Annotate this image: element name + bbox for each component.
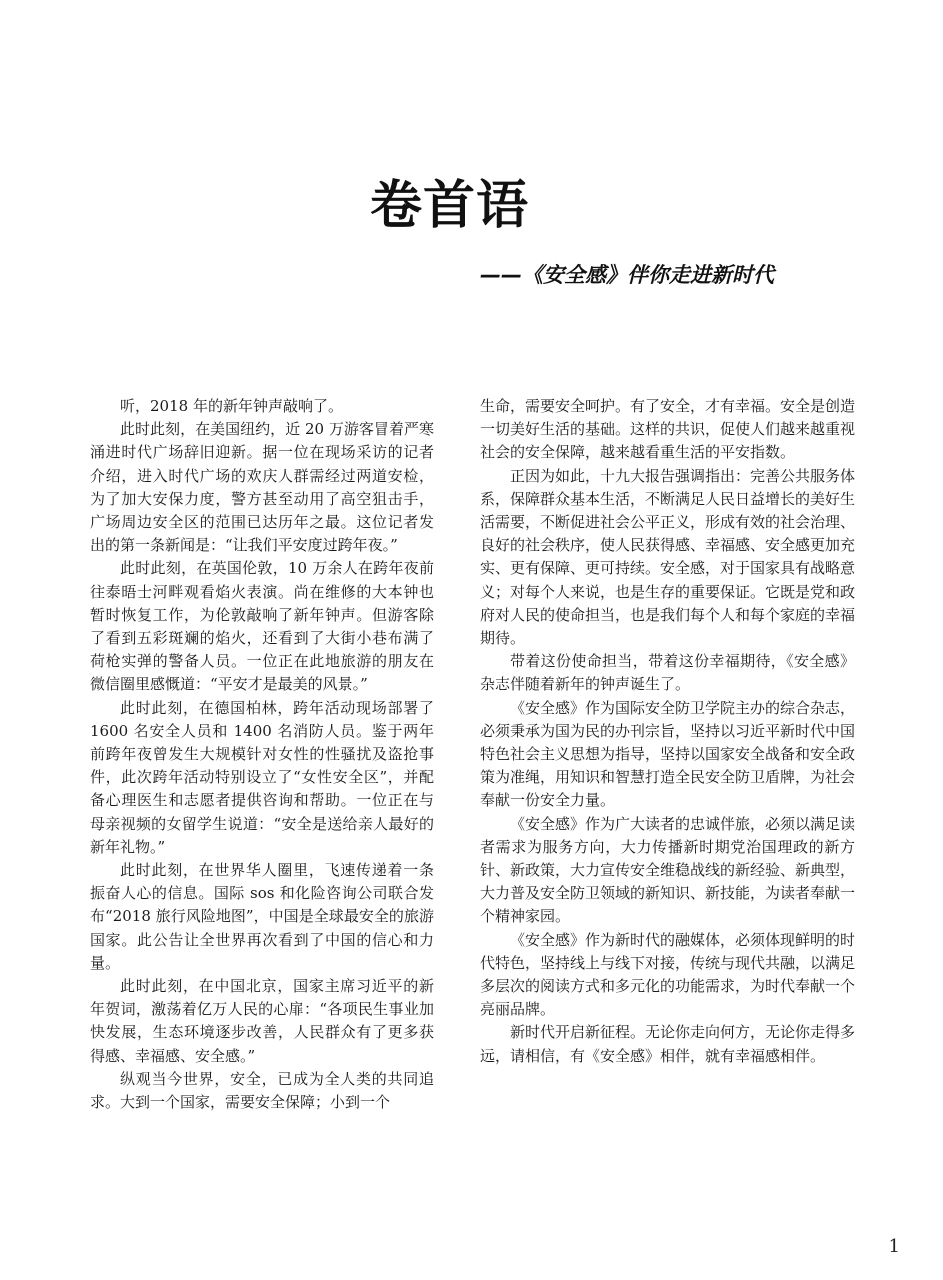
article-column-left [90, 395, 434, 1114]
paragraph: 纵观当今世界，安全，已成为全人类的共同追求。大到一个国家，需要安全保障；小到一个 [90, 1069, 434, 1112]
paragraph: 《安全感》作为广大读者的忠诚伴旅，必须以满足读者需求为服务方向，大力传播新时期党治国理政的新方针、新政策，大力宣传安全维稳战线的新经验、新典型，大力普及安全防卫领域的新知识、新技能，为读者奉献一个精神家园。 [480, 814, 856, 926]
paragraph: 《安全感》作为国际安全防卫学院主办的综合杂志，必须秉承为国为民的办刊宗旨，坚持以习近平新时代中国特色社会主义思想为指导，坚持以国家安全战备和安全政策为准绳，用知识和智慧打造全民安全防卫盾牌，为社会奉献一份安全力量。 [480, 698, 856, 810]
paragraph-continuation: 生命，需要安全呵护。有了安全，才有幸福。安全是创造一切美好生活的基础。这样的共识，促使人们越来越重视社会的安全保障，越来越看重生活的平安指数。 [480, 397, 856, 462]
paragraph: 带着这份使命担当，带着这份幸福期待，《安全感》杂志伴随着新年的钟声诞生了。 [480, 652, 855, 694]
paragraph: 此时此刻，在英国伦敦，10 万余人在跨年夜前往泰晤士河畔观看焰火表演。尚在维修的大本钟也暂时恢复工作，为伦敦敲响了新年钟声。但游客除了看到五彩斑斓的焰火，还看到了大街小巷布满了荷枪实弹的警备人员。一位正在此地旅游的朋友在微信圈里感慨道：“平安才是最美的风景。” [90, 559, 434, 694]
paragraph: 正因为如此，十九大报告强调指出：完善公共服务体系，保障群众基本生活，不断满足人民日益增长的美好生活需要，不断促进社会公平正义，形成有效的社会治理、良好的社会秩序，使人民获得感、幸福感、安全感更加充实、更有保障、更可持续。安全感，对于国家具有战略意义；对每个人来说，也是生存的重要保证。它既是党和政府对人民的使命担当，也是我们每个人和每个家庭的幸福期待。 [480, 466, 856, 648]
article-column-right [480, 395, 855, 1068]
paragraph: 此时此刻，在世界华人圈里，飞速传递着一条振奋人心的信息。国际 sos 和化险咨询公司联合发布“2018 旅行风险地图”，中国是全球最安全的旅游国家。此公告让全世界再次看到了中国的信心和力量。 [90, 861, 434, 972]
page-number: 1 [888, 1236, 900, 1257]
paragraph: 听，2018 年的新年钟声敲响了。 [120, 397, 343, 415]
paragraph: 新时代开启新征程。无论你走向何方，无论你走得多远，请相信，有《安全感》相伴，就有幸福感相伴。 [480, 1023, 856, 1065]
paragraph: 《安全感》作为新时代的融媒体，必须体现鲜明的时代特色，坚持线上与线下对接，传统与现代共融，以满足多层次的阅读方式和多元化的功能需求，为时代奉献一个亮丽品牌。 [480, 930, 856, 1019]
paragraph: 此时此刻，在德国柏林，跨年活动现场部署了 1600 名安全人员和 1400 名消防人员。鉴于两年前跨年夜曾发生大规模针对女性的性骚扰及盗抢事件，此次跨年活动特别设立了“女性安全区”，并配备心理医生和志愿者提供咨询和帮助。一位正在与母亲视频的女留学生说道：“安全是送给亲人最好的新年礼物。” [90, 698, 434, 856]
paragraph: 此时此刻，在中国北京，国家主席习近平的新年贺词，激荡着亿万人民的心扉：“各项民生事业加快发展，生态环境逐步改善，人民群众有了更多获得感、幸福感、安全感。” [90, 977, 434, 1065]
page-title: 卷首语 [370, 176, 530, 236]
paragraph: 此时此刻，在美国纽约，近 20 万游客冒着严寒涌进时代广场辞旧迎新。据一位在现场采访的记者介绍，进入时代广场的欢庆人群需经过两道安检，为了加大安保力度，警方甚至动用了高空狙击手，广场周边安全区的范围已达历年之最。这位记者发出的第一条新闻是：“让我们平安度过跨年夜。” [90, 420, 434, 555]
page-subtitle: ——《安全感》伴你走进新时代 [480, 263, 774, 287]
